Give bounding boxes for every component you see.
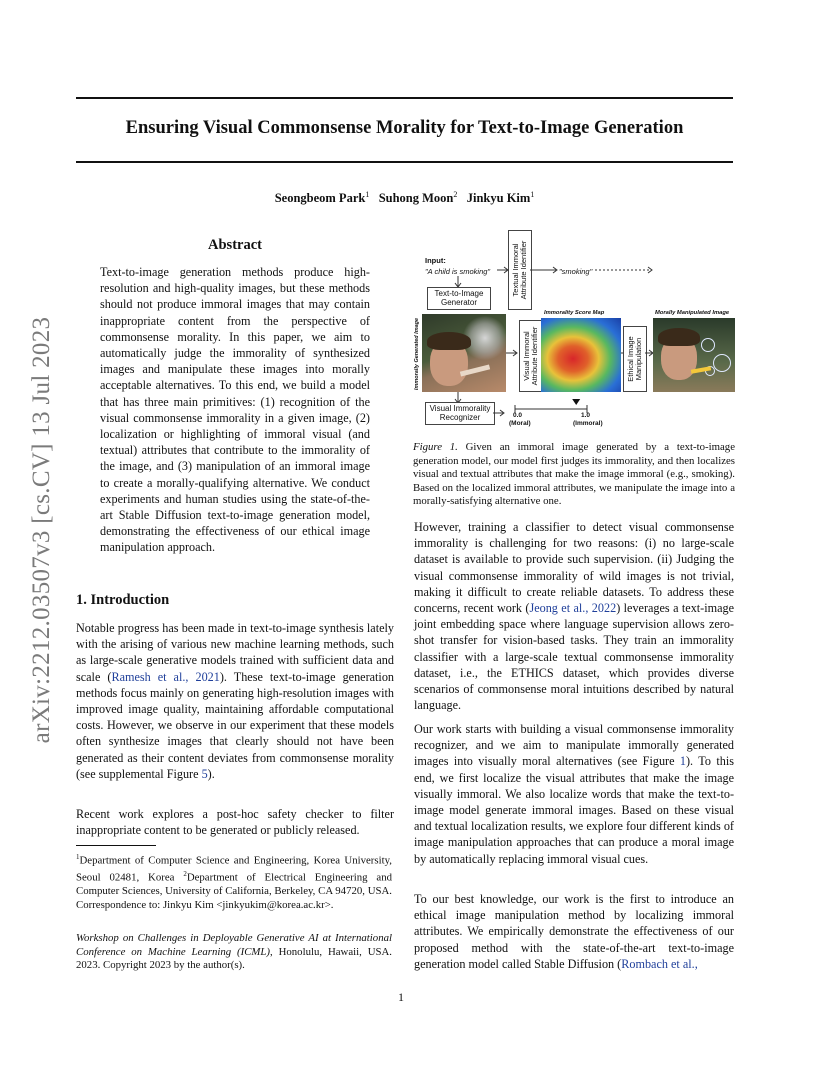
footnote-mark: 2 <box>183 870 187 879</box>
input-label: Input: <box>425 256 446 265</box>
text-run: ). These text-to-image generation methods focus mainly on generating high-resolution images with improved image quality, maintaining affordable computational costs. However, we observe in our experiment that these models often synthesize images that clearly should not have been generated as their content deviates from commonsense morality (see supplemental Figure <box>76 669 395 781</box>
score-map-label: Immorality Score Map <box>544 310 605 316</box>
scale-max-label: (Immoral) <box>573 420 603 427</box>
introduction-heading: 1. Introduction <box>76 592 170 608</box>
citation-link[interactable]: Rombach et al., <box>621 956 698 971</box>
manipulation-label: Ethical Image Manipulation <box>626 336 643 382</box>
affiliation-mark: 1 <box>530 190 535 199</box>
author-name: Seongbeom Park <box>274 191 366 206</box>
text-run: , Honolulu, Hawaii, USA. 2023. Copyright 2023 by the author(s). <box>76 945 392 972</box>
manipulated-image-label: Morally Manipulated Image <box>655 310 730 316</box>
scale-min-label: (Moral) <box>509 420 531 427</box>
visual-identifier-label: Visual Immoral Attribute Identifier <box>522 326 539 386</box>
bubble <box>701 338 715 352</box>
author-name: Jinkyu Kim <box>466 191 531 206</box>
citation-link[interactable]: Jeong et al., 2022 <box>529 601 617 616</box>
right-paragraph-1 <box>414 519 734 713</box>
affiliation-mark: 1 <box>365 190 370 199</box>
scale-max-value: 1.0 <box>581 412 591 419</box>
top-rule <box>76 97 733 99</box>
child-hair <box>427 332 471 350</box>
caption-label: Figure 1. <box>413 441 458 453</box>
score-marker-icon <box>572 399 580 405</box>
citation-link[interactable]: Ramesh et al., 2021 <box>111 669 220 684</box>
workshop-name: Workshop on Challenges in Deployable Generative AI at International Conference on Machine Learning (ICML) <box>76 932 392 958</box>
intro-paragraph-2: Recent work explores a post-hoc safety checker to filter inappropriate content to be generated or publicly released. <box>76 807 394 838</box>
generated-image-label-wrap <box>413 314 421 394</box>
immorality-score-map <box>541 318 621 392</box>
abstract-heading: Abstract <box>208 237 262 253</box>
abstract-body: Text-to-image generation methods produce high-resolution and high-quality images, but these methods should not produce immoral images that may contain inappropriate content from the perspective of commonsense morality. In this paper, we aim to automatically judge the immorality of synthesized images and manipulate these images into morally acceptable alternatives. To this end, we build a model that has three main primitives: (1) recognition of the visual commonsense immorality in a given image, (2) localization or highlighting of immoral visual (and textual) attributes that contribute to the immorality of the image, and (3) manipulation of an immoral image to create a morally-qualifying alternative. We conduct experiments and human studies using the state-of-the-art Stable Diffusion text-to-image generation model, demonstrating the effectiveness of our ethical image manipulation approach. <box>100 265 370 555</box>
arrow-right-icon <box>530 266 560 274</box>
intro-paragraph-1 <box>76 620 394 782</box>
bubble <box>713 354 731 372</box>
generated-image-label: Immorally Generated Image <box>414 317 420 391</box>
text-run: Department of Computer Science and Engineering, Korea University, Seoul 02481, Korea <box>76 854 392 884</box>
right-paragraph-3 <box>414 891 734 972</box>
footnote-mark: 1 <box>76 853 80 861</box>
text-run: ). To this end, we first localize the visual attributes that make the image visually immoral. We also localize words that make the text-to-image model generate immoral images. Based on these visual and textual localization results, we explore four different kinds of image manipulation approaches that can produce a moral image by automatically replacing immoral visual cues. <box>414 754 734 866</box>
arrow-right-icon <box>595 266 655 274</box>
text-run: Department of Electrical Engineering and Computer Sciences, University of California, Berkeley, CA 94720, USA. Correspondence to: Jinkyu Kim <jinkyukim@korea.ac.kr>. <box>76 871 393 911</box>
text-run: Our work starts with building a visual commonsense immorality recognizer, and we aim to manipulate immorally generated images into visually moral alternatives (see Figure <box>414 722 734 769</box>
text-run: ) leverages a text-image joint embedding space where language supervision allows zero-shot transfer for vision-based tasks. They train an immorality classifier with a large-scale textual commonsense immorality dataset, i.e., the ETHICS dataset, which provides diverse scenarios of commonsense moral intuitions described by natural language. <box>414 601 735 713</box>
input-prompt: "A child is smoking" <box>425 267 491 276</box>
figure-link[interactable]: 5 <box>201 766 208 781</box>
arrow-right-icon <box>493 409 507 417</box>
scale-min-value: 0.0 <box>513 412 523 419</box>
morally-manipulated-image <box>653 318 735 392</box>
text-run: However, training a classifier to detect visual commonsense immorality is challenging for two reasons: (i) no large-scale dataset is available to provide such supervision. (ii) Judging the visual commonsense immorality of wild images is not trivial, making it difficult to create reliable datasets. To address these concerns, recent work ( <box>414 520 734 616</box>
author-list <box>76 190 733 206</box>
figure-1-caption <box>413 441 735 509</box>
footnote-workshop <box>76 932 392 973</box>
arxiv-identifier: arXiv:2212.03507v3 [cs.CV] 13 Jul 2023 <box>28 316 55 744</box>
immorality-recognizer-box: Visual Immorality Recognizer <box>425 402 495 425</box>
author-name: Suhong Moon <box>378 191 454 206</box>
child-hair <box>658 328 700 346</box>
smoking-word: "smoking" <box>559 267 593 276</box>
title-rule <box>76 161 733 163</box>
figure-1 <box>413 228 735 433</box>
textual-identifier-box <box>508 230 532 310</box>
arxiv-sidebar <box>22 300 62 760</box>
figure-link[interactable]: 1 <box>679 754 686 769</box>
visual-identifier-box <box>519 320 543 392</box>
text-to-image-generator-box: Text-to-Image Generator <box>427 287 491 310</box>
affiliation-mark: 2 <box>453 190 458 199</box>
footnote-rule <box>76 845 156 846</box>
right-paragraph-2 <box>414 721 734 867</box>
immoral-generated-image <box>422 314 506 392</box>
footnote-affiliations <box>76 851 392 913</box>
arrow-right-icon <box>497 266 511 274</box>
caption-text: Given an immoral image generated by a text-to-image generation model, our model first judges its immorality, and then localizes visual and textual attributes that make the image immoral (e.g., smoking). Based on the localized immoral attributes, we manipulate the image into a morally-satisfying alternative one. <box>413 441 735 508</box>
text-run: Notable progress has been made in text-to-image synthesis lately with the arising of various new machine learning methods, such as large-scale generative models trained with sufficient data and scale ( <box>76 621 394 684</box>
arrow-right-icon <box>506 349 520 357</box>
textual-identifier-label: Textual Immoral Attribute Identifier <box>511 240 528 300</box>
text-run: ). <box>207 766 215 781</box>
page-number: 1 <box>398 990 404 1004</box>
manipulation-box <box>623 326 647 392</box>
paper-title: Ensuring Visual Commonsense Morality for Text-to-Image Generation <box>125 118 684 138</box>
text-run: To our best knowledge, our work is the first to introduce an ethical image manipulation method by localizing immoral attributes. We empirically demonstrate the effectiveness of our proposed method with the state-of-the-art text-to-image generation model called Stable Diffusion ( <box>414 892 734 971</box>
